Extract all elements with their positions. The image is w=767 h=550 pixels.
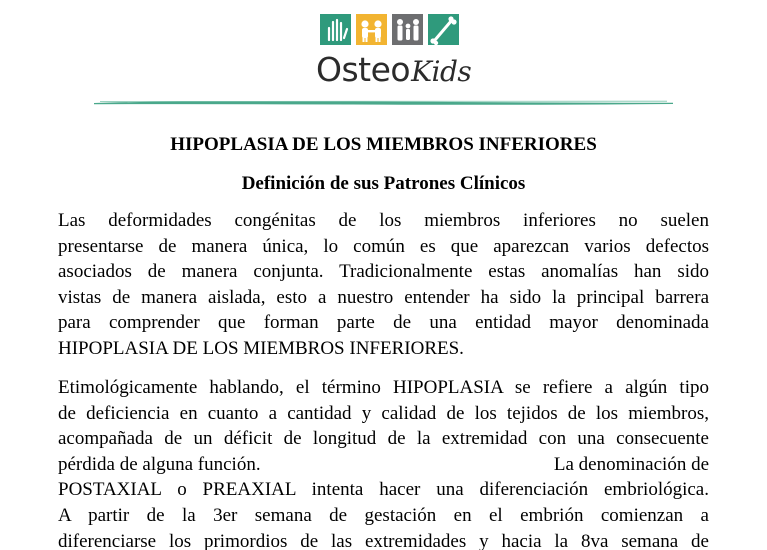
paragraph-line: HIPOPLASIA DE LOS MIEMBROS INFERIORES. [58,337,464,359]
paragraph-line: para comprender que forman parte de una entidad mayor denominada [58,312,709,334]
paragraph-line: acompañada de un déficit de longitud de la extremidad con una consecuente [58,428,709,450]
children-holding-hands-icon [356,14,387,45]
document-subtitle: Definición de sus Patrones Clínicos [241,173,526,194]
paragraph-line: POSTAXIAL o PREAXIAL intenta hacer una diferenciación embriológica. [58,479,709,501]
paragraph-line: Etimológicamente hablando, el término HIPOPLASIA se refiere a algún tipo [58,377,709,398]
paragraph-fragment: La denominación de [553,453,709,475]
leg-bone-icon [428,14,459,45]
family-figures-icon [392,14,423,45]
document-title: HIPOPLASIA DE LOS MIEMBROS INFERIORES [170,134,597,155]
logo-word-kids: Kids [411,55,472,88]
logo-word-osteo: Osteo [316,50,411,89]
paragraph-line: vistas de manera aislada, esto a nuestro entender ha sido la principal barrera [58,286,709,308]
paragraph-line: Las deformidades congénitas de los miembros inferiores no suelen [58,210,709,231]
paragraph-2 [58,375,709,550]
skeleton-hand-icon [320,14,351,45]
logo-wordmark [316,50,471,89]
paragraph-1 [58,208,709,362]
paragraph-line: asociados de manera conjunta. Tradicionalmente estas anomalías han sido [58,261,709,283]
paragraph-line: A partir de la 3er semana de gestación en el embrión comienzan a [58,504,709,526]
osteokids-logo [300,10,480,90]
paragraph-line: de deficiencia en cuanto a cantidad y calidad de los tejidos de los miembros, [58,402,709,424]
logo-icons [320,14,460,48]
paragraph-line-split [58,452,709,478]
paragraph-fragment: pérdida de alguna función. [58,453,261,475]
header-divider [92,98,675,108]
paragraph-line: diferenciarse los primordios de las extremidades y hacia la 8va semana de [58,530,709,550]
paragraph-line: presentarse de manera única, lo común es que aparezcan varios defectos [58,235,709,257]
